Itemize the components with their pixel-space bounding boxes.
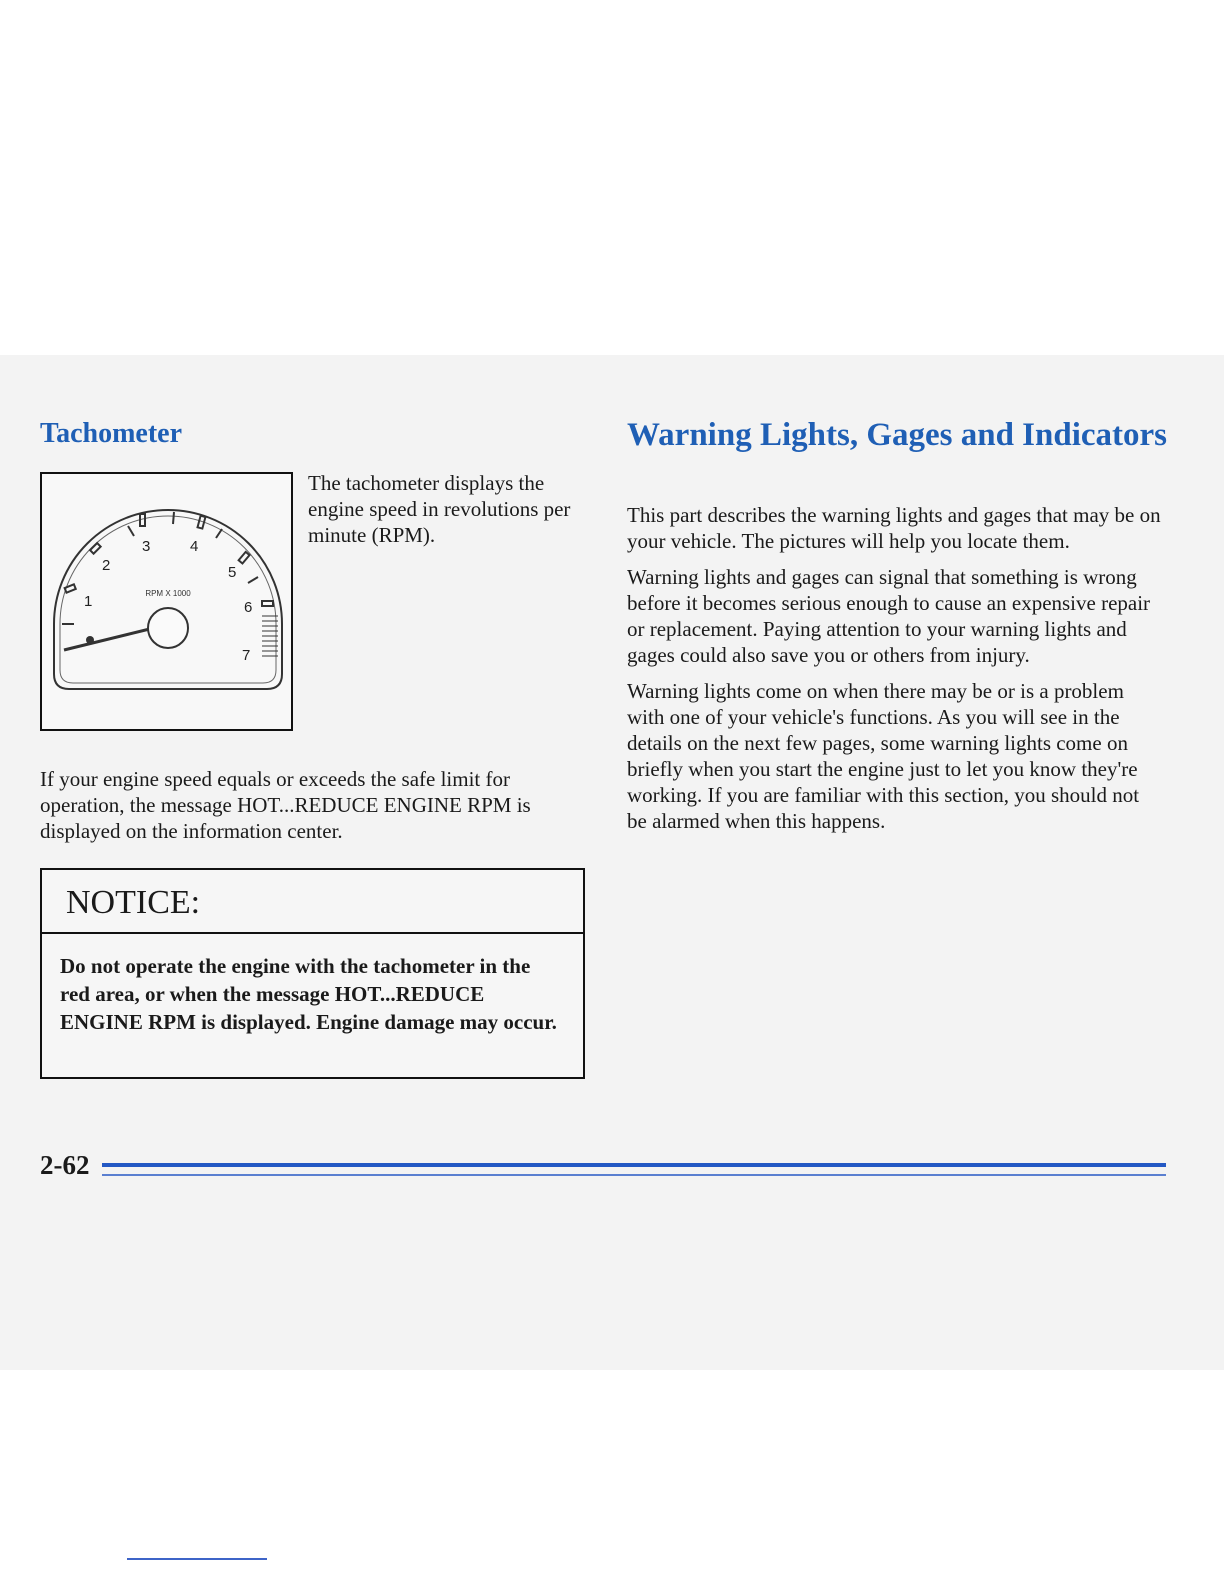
warning-lights-heading: Warning Lights, Gages and Indicators [627,417,1168,453]
dial-number-1: 1 [84,593,93,610]
footer-rule-thin [102,1174,1166,1176]
tick-4-5 [216,529,222,538]
tick-2-5 [128,526,134,536]
footer-rule [102,1163,1166,1167]
warning-paragraph-1: This part describes the warning lights and gages that may be on your vehicle. The pictures will help you locate them. [627,503,1161,553]
notice-body: Do not operate the engine with the tachometer in the red area, or when the message HOT...REDUCE ENGINE RPM is displayed. Engine damage may occur. [60,954,557,1034]
page-number: 2-62 [40,1150,90,1180]
tick-4 [198,516,206,529]
notice-box [40,868,585,1079]
needle-hub [148,608,188,648]
tick-5 [239,552,250,564]
bottom-link-line [127,1558,267,1560]
rpm-limit-paragraph: If your engine speed equals or exceeds the safe limit for operation, the message HOT...REDUCE ENGINE RPM is displayed on the information center. [40,767,531,843]
dial-number-2: 2 [102,557,111,574]
dial-number-3: 3 [142,538,151,555]
tick-3-5 [173,512,174,524]
dial-number-6: 6 [244,599,253,616]
rpm-scale-label: RPM X 1000 [145,589,191,598]
tick-2 [90,543,101,554]
dial-number-7: 7 [242,647,251,664]
tachometer-heading: Tachometer [40,418,183,449]
warning-paragraph-3: Warning lights come on when there may be or is a problem with one of your vehicle's functions. As you will see in the details on the next few pages, some warning lights come on briefly when you start the engine just to let you know they're working. If you are familiar with this section, you should not be alarmed when this happens. [627,679,1140,833]
notice-title: NOTICE: [42,870,583,934]
needle-pivot [86,636,94,644]
dial-number-5: 5 [228,564,237,581]
tick-3 [140,514,145,526]
tachometer-illustration [40,472,293,731]
dial-number-4: 4 [190,538,199,555]
tachometer-description: The tachometer displays the engine speed in revolutions per minute (RPM). [308,471,571,547]
tachometer-gauge-icon [42,474,291,729]
tick-6 [262,601,273,606]
warning-paragraph-2: Warning lights and gages can signal that something is wrong before it becomes serious enough to cause an expensive repair or replacement. Paying attention to your warning lights and gages could also save you or others from injury. [627,565,1151,667]
warning-lights-text [627,502,1162,844]
tick-5-5 [248,577,258,583]
